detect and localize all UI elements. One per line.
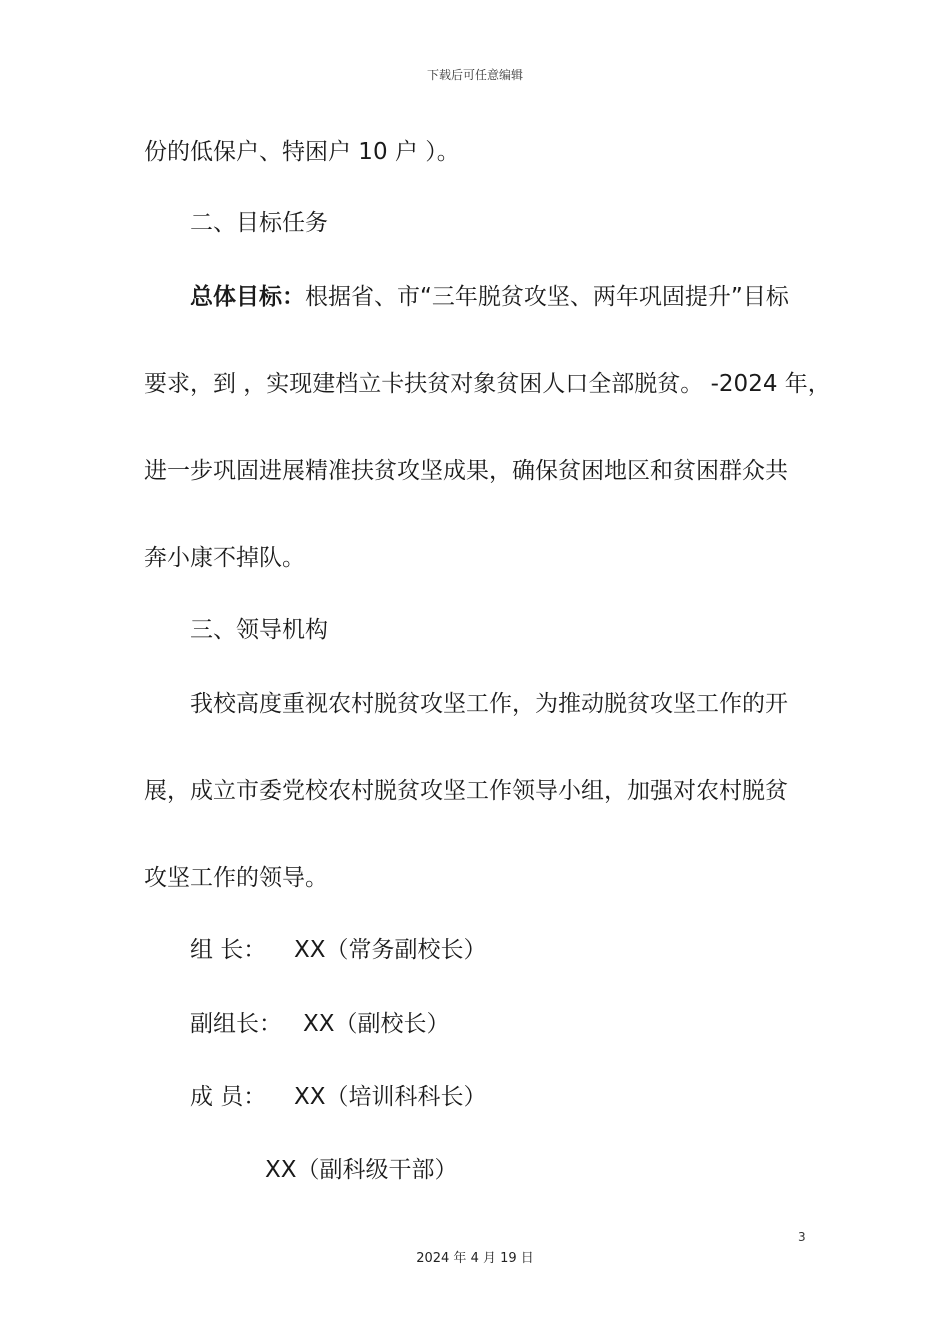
paragraph-line: 要求，到 ，实现建档立卡扶贫对象贫困人口全部脱贫。 -2024 年，	[144, 371, 831, 397]
member-row-member-2: XX（副科级干部）	[265, 1157, 458, 1183]
paragraph-line: 份的低保户、特困户 10 户 ）。	[144, 139, 460, 165]
role-label: 组 长：	[190, 937, 267, 963]
overall-goal-line	[190, 282, 789, 312]
paragraph-line: 奔小康不掉队。	[144, 545, 305, 571]
footer-date: 2024 年 4 月 19 日	[416, 1251, 534, 1266]
page-number: 3	[798, 1230, 806, 1244]
paragraph-line: 攻坚工作的领导。	[144, 865, 328, 891]
member-row-leader	[190, 935, 487, 965]
section-heading-leadership: 三、领导机构	[190, 617, 328, 643]
member-row-member	[190, 1082, 487, 1112]
overall-goal-text: 根据省、市“三年脱贫攻坚、两年巩固提升”目标	[305, 284, 789, 310]
role-value: XX（常务副校长）	[294, 937, 487, 963]
role-label: 副组长：	[190, 1011, 282, 1037]
role-value: XX（培训科科长）	[294, 1084, 487, 1110]
section-heading-goals: 二、目标任务	[190, 210, 328, 236]
role-label: 成 员：	[190, 1084, 267, 1110]
paragraph-line: 进一步巩固进展精准扶贫攻坚成果，确保贫困地区和贫困群众共	[144, 458, 788, 484]
page-header: 下载后可任意编辑	[426, 68, 523, 82]
member-row-deputy	[190, 1009, 450, 1039]
role-value: XX（副校长）	[303, 1011, 450, 1037]
paragraph-line: 展，成立市委党校农村脱贫攻坚工作领导小组，加强对农村脱贫	[144, 778, 788, 804]
paragraph-line: 我校高度重视农村脱贫攻坚工作，为推动脱贫攻坚工作的开	[190, 691, 788, 717]
overall-goal-label: 总体目标：	[190, 284, 305, 310]
